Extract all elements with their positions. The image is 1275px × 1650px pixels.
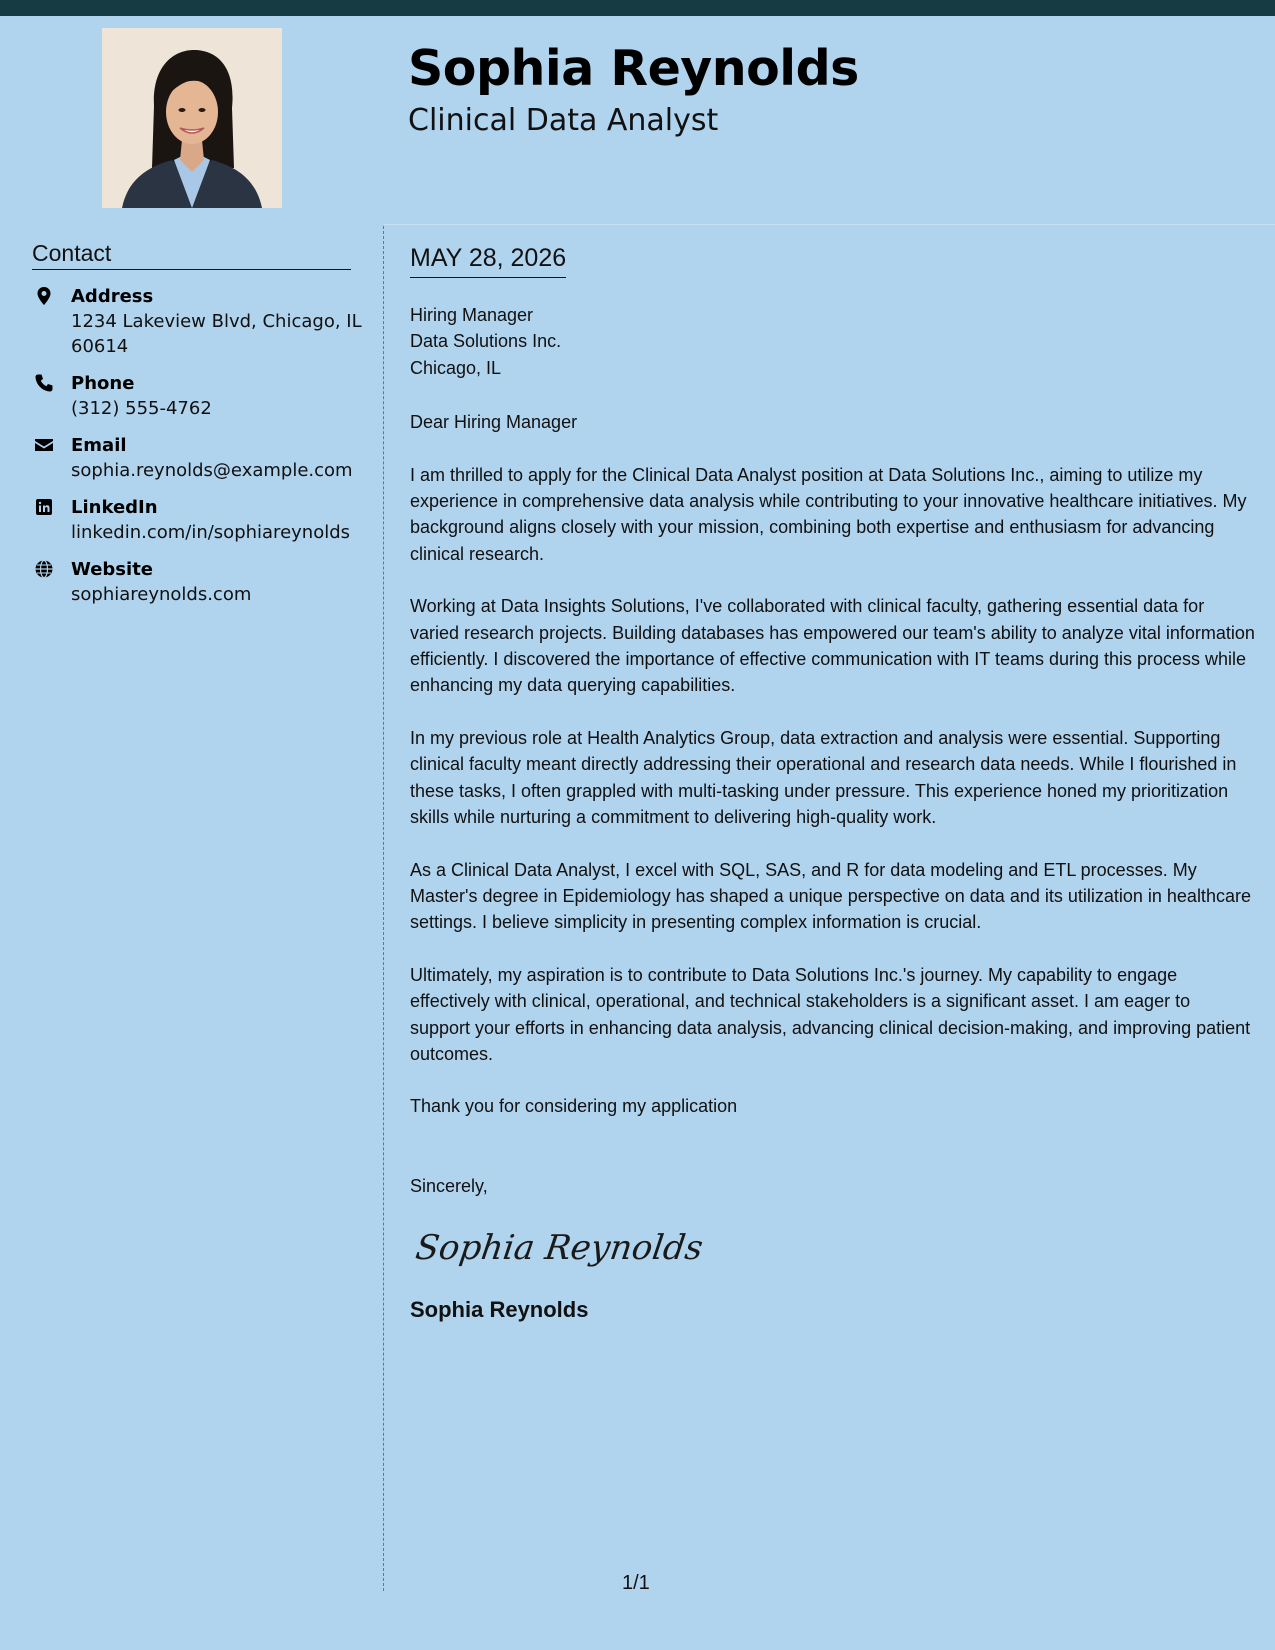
contact-value[interactable]: sophia.reynolds@example.com	[71, 460, 353, 481]
contact-item-linkedin	[32, 495, 362, 545]
linkedin-icon	[34, 497, 54, 517]
job-title: Clinical Data Analyst	[408, 103, 719, 138]
column-divider	[383, 226, 384, 1591]
letter-paragraph: As a Clinical Data Analyst, I excel with SQL, SAS, and R for data modeling and ETL processes. My Master's degree in Epidemiology has shaped a unique perspective on data and its utilization in healthcare settings. I believe simplicity in presenting complex information is crucial.	[410, 859, 1251, 933]
contact-item-address	[32, 284, 362, 359]
page-number: 1/1	[622, 1572, 650, 1594]
top-accent-bar	[0, 0, 1275, 16]
contact-label: LinkedIn	[71, 497, 158, 518]
contact-label: Email	[71, 435, 127, 456]
contact-value: (312) 555-4762	[71, 398, 212, 419]
signature-image	[413, 1219, 1255, 1275]
contact-value: 1234 Lakeview Blvd, Chicago, IL 60614	[71, 311, 362, 357]
letter-body	[410, 302, 1255, 1324]
contact-heading: Contact	[32, 240, 351, 270]
contact-item-email	[32, 433, 362, 483]
recipient-block	[410, 302, 1255, 381]
map-pin-icon	[34, 286, 54, 306]
contact-item-website	[32, 557, 362, 607]
profile-photo	[102, 28, 282, 208]
letter-date: MAY 28, 2026	[410, 244, 566, 278]
signature-script: Sophia Reynolds	[413, 1228, 706, 1269]
contact-value[interactable]: sophiareynolds.com	[71, 584, 252, 605]
contact-label: Phone	[71, 373, 135, 394]
letter-paragraph: I am thrilled to apply for the Clinical Data Analyst position at Data Solutions Inc., aiming to utilize my experience in comprehensive data analysis while contributing to your innovative healthcare initiatives. My background aligns closely with your mission, combining both expertise and enthusiasm for advancing clinical research.	[410, 464, 1247, 564]
contact-item-phone	[32, 371, 362, 421]
contact-label: Website	[71, 559, 154, 580]
contact-label: Address	[71, 286, 154, 307]
letter-paragraph: Working at Data Insights Solutions, I've collaborated with clinical faculty, gathering essential data for varied research projects. Building databases has empowered our team's ability to analyze vital information efficiently. I discovered the importance of effective communication with IT teams during this process while enhancing my data querying capabilities.	[410, 596, 1255, 696]
signer-name: Sophia Reynolds	[410, 1297, 589, 1323]
letter-paragraph: In my previous role at Health Analytics Group, data extraction and analysis were essential. Supporting clinical faculty meant directly addressing their operational and research data needs. While I flourished in these tasks, I often grappled with multi-tasking under pressure. This experience honed my prioritization skills while nurturing a commitment to delivering high-quality work.	[410, 727, 1237, 828]
phone-icon	[34, 373, 54, 393]
letter-paragraph: Ultimately, my aspiration is to contribute to Data Solutions Inc.'s journey. My capability to engage effectively with clinical, operational, and technical stakeholders is a significant asset. I am eager to support your efforts in enhancing data analysis, advancing clinical decision-making, and improving patient outcomes.	[410, 964, 1251, 1064]
globe-icon	[34, 559, 54, 579]
recipient-line: Data Solutions Inc.	[410, 331, 562, 352]
recipient-line: Hiring Manager	[410, 305, 534, 325]
header-divider	[384, 224, 1275, 225]
contact-list	[32, 284, 362, 619]
candidate-name: Sophia Reynolds	[408, 40, 859, 97]
envelope-icon	[34, 435, 54, 455]
closing-thanks: Thank you for considering my application	[410, 1096, 738, 1117]
recipient-line: Chicago, IL	[410, 357, 502, 378]
salutation: Dear Hiring Manager	[410, 412, 578, 433]
contact-value[interactable]: linkedin.com/in/sophiareynolds	[71, 522, 351, 543]
sign-off: Sincerely,	[410, 1175, 488, 1196]
